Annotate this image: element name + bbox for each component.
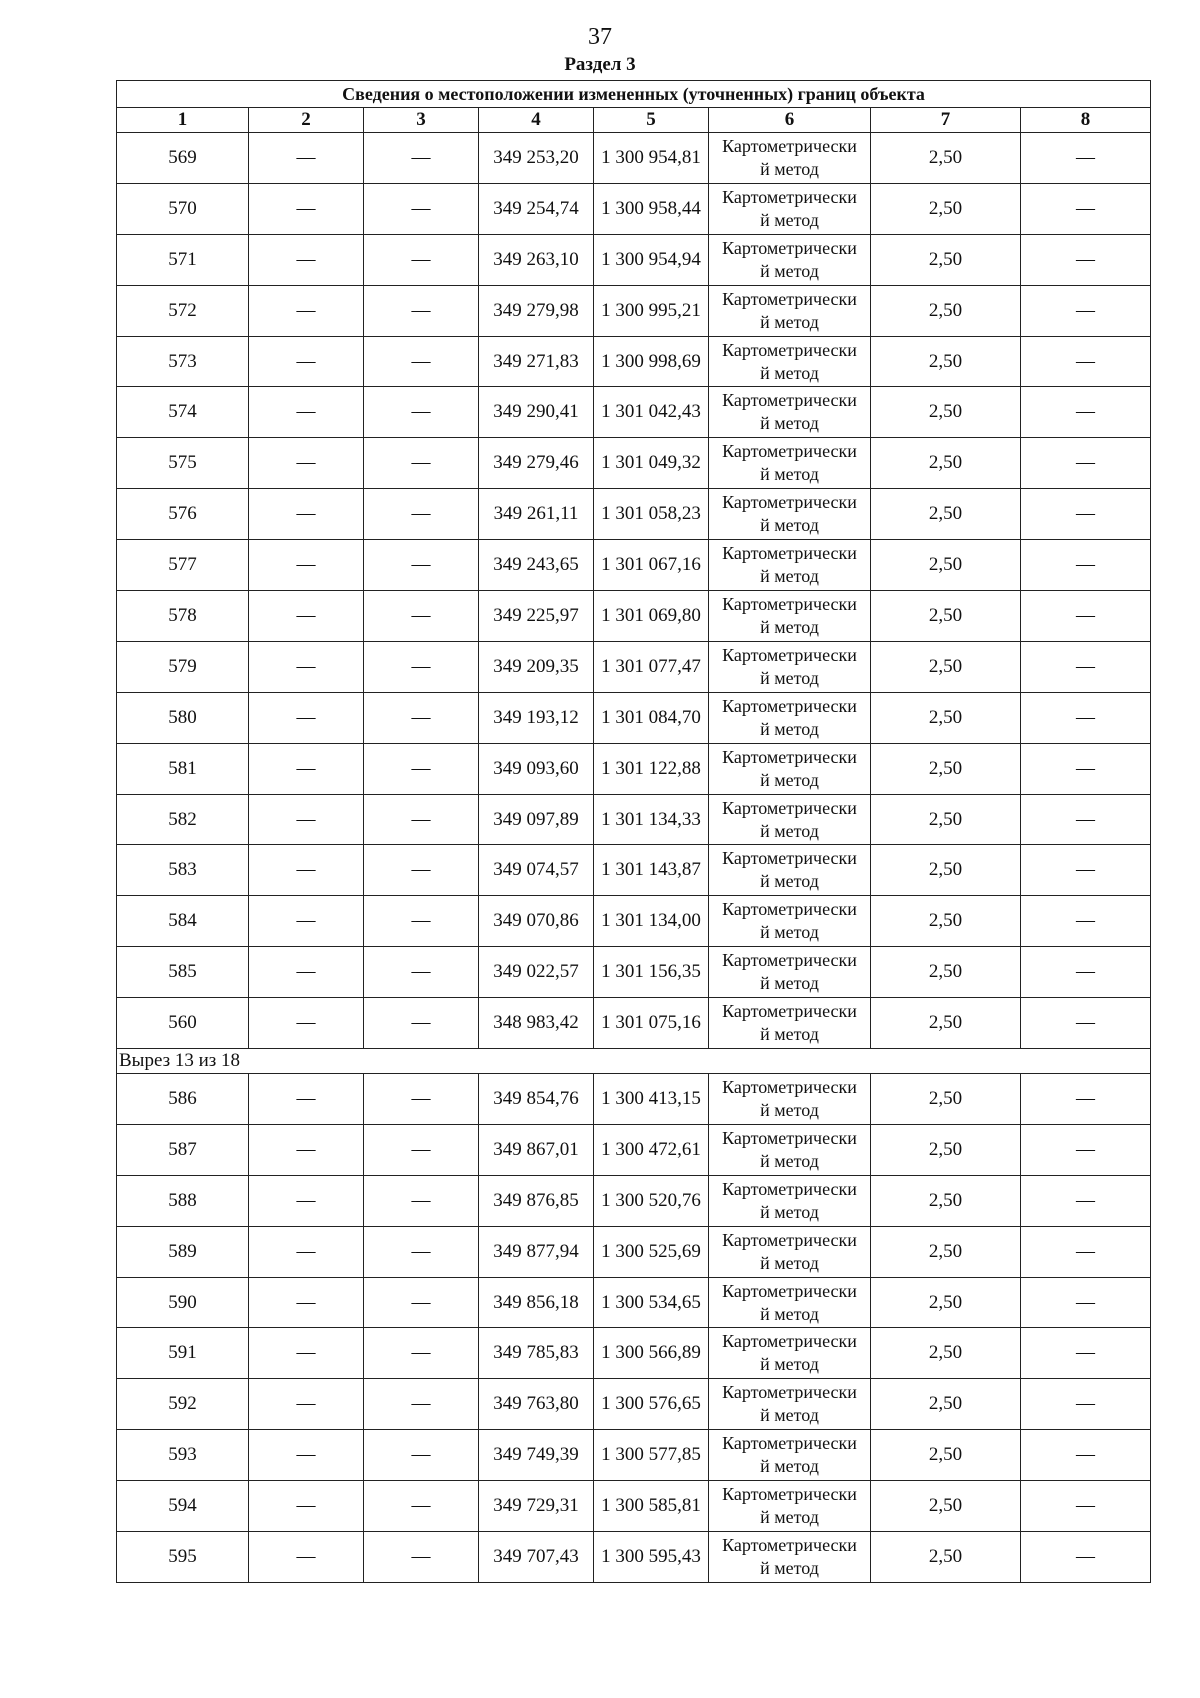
col3-cell: — (364, 133, 479, 184)
col3-cell: — (364, 896, 479, 947)
table-row (117, 1124, 1151, 1175)
accuracy-cell: 2,50 (871, 1379, 1021, 1430)
method-cell: Картометрически й метод (709, 692, 871, 743)
method-cell: Картометрически й метод (709, 336, 871, 387)
point-number-cell: 584 (117, 896, 249, 947)
col8-cell: — (1021, 183, 1151, 234)
table-row (117, 1175, 1151, 1226)
y-coordinate-cell: 1 301 077,47 (594, 641, 709, 692)
point-number-cell: 579 (117, 641, 249, 692)
col3-cell: — (364, 641, 479, 692)
y-coordinate-cell: 1 301 069,80 (594, 591, 709, 642)
point-number-cell: 574 (117, 387, 249, 438)
method-cell: Картометрически й метод (709, 845, 871, 896)
col2-cell: — (249, 489, 364, 540)
y-coordinate-cell: 1 300 413,15 (594, 1074, 709, 1125)
col2-cell: — (249, 1226, 364, 1277)
col3-cell: — (364, 1226, 479, 1277)
x-coordinate-cell: 349 254,74 (479, 183, 594, 234)
y-coordinate-cell: 1 301 042,43 (594, 387, 709, 438)
point-number-cell: 591 (117, 1328, 249, 1379)
y-coordinate-cell: 1 300 954,94 (594, 234, 709, 285)
accuracy-cell: 2,50 (871, 387, 1021, 438)
method-cell: Картометрически й метод (709, 1226, 871, 1277)
y-coordinate-cell: 1 300 595,43 (594, 1532, 709, 1583)
x-coordinate-cell: 349 876,85 (479, 1175, 594, 1226)
col8-cell: — (1021, 489, 1151, 540)
method-cell: Картометрически й метод (709, 896, 871, 947)
x-coordinate-cell: 349 225,97 (479, 591, 594, 642)
method-cell: Картометрически й метод (709, 183, 871, 234)
column-header: 4 (479, 108, 594, 133)
method-cell: Картометрически й метод (709, 591, 871, 642)
accuracy-cell: 2,50 (871, 234, 1021, 285)
col8-cell: — (1021, 1277, 1151, 1328)
method-cell: Картометрически й метод (709, 641, 871, 692)
col2-cell: — (249, 591, 364, 642)
col3-cell: — (364, 183, 479, 234)
point-number-cell: 573 (117, 336, 249, 387)
point-number-cell: 576 (117, 489, 249, 540)
table-row (117, 540, 1151, 591)
method-cell: Картометрически й метод (709, 1074, 871, 1125)
table-row (117, 285, 1151, 336)
col3-cell: — (364, 285, 479, 336)
col8-cell: — (1021, 591, 1151, 642)
table-row (117, 947, 1151, 998)
col3-cell: — (364, 387, 479, 438)
col2-cell: — (249, 896, 364, 947)
point-number-cell: 575 (117, 438, 249, 489)
table-row (117, 998, 1151, 1049)
col2-cell: — (249, 1532, 364, 1583)
column-header: 2 (249, 108, 364, 133)
col3-cell: — (364, 1481, 479, 1532)
col2-cell: — (249, 1124, 364, 1175)
y-coordinate-cell: 1 300 566,89 (594, 1328, 709, 1379)
accuracy-cell: 2,50 (871, 1124, 1021, 1175)
method-cell: Картометрически й метод (709, 387, 871, 438)
col8-cell: — (1021, 1481, 1151, 1532)
column-header: 8 (1021, 108, 1151, 133)
col3-cell: — (364, 845, 479, 896)
table-row (117, 1277, 1151, 1328)
y-coordinate-cell: 1 300 995,21 (594, 285, 709, 336)
col8-cell: — (1021, 1226, 1151, 1277)
column-header: 7 (871, 108, 1021, 133)
col8-cell: — (1021, 1175, 1151, 1226)
accuracy-cell: 2,50 (871, 641, 1021, 692)
table-row (117, 794, 1151, 845)
accuracy-cell: 2,50 (871, 1481, 1021, 1532)
col8-cell: — (1021, 896, 1151, 947)
method-cell: Картометрически й метод (709, 1328, 871, 1379)
col8-cell: — (1021, 234, 1151, 285)
col3-cell: — (364, 234, 479, 285)
col2-cell: — (249, 692, 364, 743)
point-number-cell: 569 (117, 133, 249, 184)
x-coordinate-cell: 349 070,86 (479, 896, 594, 947)
col3-cell: — (364, 591, 479, 642)
y-coordinate-cell: 1 301 075,16 (594, 998, 709, 1049)
col2-cell: — (249, 1277, 364, 1328)
y-coordinate-cell: 1 301 134,00 (594, 896, 709, 947)
x-coordinate-cell: 349 856,18 (479, 1277, 594, 1328)
col3-cell: — (364, 1430, 479, 1481)
accuracy-cell: 2,50 (871, 1226, 1021, 1277)
table-row (117, 1430, 1151, 1481)
point-number-cell: 595 (117, 1532, 249, 1583)
col8-cell: — (1021, 438, 1151, 489)
col3-cell: — (364, 947, 479, 998)
x-coordinate-cell: 349 209,35 (479, 641, 594, 692)
accuracy-cell: 2,50 (871, 743, 1021, 794)
y-coordinate-cell: 1 300 577,85 (594, 1430, 709, 1481)
y-coordinate-cell: 1 300 576,65 (594, 1379, 709, 1430)
method-cell: Картометрически й метод (709, 743, 871, 794)
accuracy-cell: 2,50 (871, 1175, 1021, 1226)
accuracy-cell: 2,50 (871, 133, 1021, 184)
table-row (117, 387, 1151, 438)
col3-cell: — (364, 438, 479, 489)
col3-cell: — (364, 1277, 479, 1328)
col2-cell: — (249, 794, 364, 845)
x-coordinate-cell: 349 290,41 (479, 387, 594, 438)
col8-cell: — (1021, 336, 1151, 387)
method-cell: Картометрически й метод (709, 947, 871, 998)
method-cell: Картометрически й метод (709, 285, 871, 336)
col3-cell: — (364, 998, 479, 1049)
col8-cell: — (1021, 1328, 1151, 1379)
y-coordinate-cell: 1 301 067,16 (594, 540, 709, 591)
point-number-cell: 578 (117, 591, 249, 642)
col2-cell: — (249, 387, 364, 438)
x-coordinate-cell: 349 097,89 (479, 794, 594, 845)
col2-cell: — (249, 540, 364, 591)
accuracy-cell: 2,50 (871, 285, 1021, 336)
table-title: Сведения о местоположении измененных (уточненных) границ объекта (117, 81, 1151, 108)
section-separator-row (117, 1049, 1151, 1074)
accuracy-cell: 2,50 (871, 183, 1021, 234)
y-coordinate-cell: 1 300 525,69 (594, 1226, 709, 1277)
col2-cell: — (249, 183, 364, 234)
method-cell: Картометрически й метод (709, 234, 871, 285)
table-row (117, 1532, 1151, 1583)
cutout-label: Вырез 13 из 18 (117, 1049, 1151, 1074)
col2-cell: — (249, 285, 364, 336)
accuracy-cell: 2,50 (871, 1277, 1021, 1328)
point-number-cell: 583 (117, 845, 249, 896)
col2-cell: — (249, 133, 364, 184)
col3-cell: — (364, 1328, 479, 1379)
table-row (117, 845, 1151, 896)
col8-cell: — (1021, 641, 1151, 692)
y-coordinate-cell: 1 300 585,81 (594, 1481, 709, 1532)
col8-cell: — (1021, 845, 1151, 896)
col8-cell: — (1021, 285, 1151, 336)
point-number-cell: 587 (117, 1124, 249, 1175)
accuracy-cell: 2,50 (871, 540, 1021, 591)
x-coordinate-cell: 349 022,57 (479, 947, 594, 998)
accuracy-cell: 2,50 (871, 692, 1021, 743)
col3-cell: — (364, 1532, 479, 1583)
point-number-cell: 592 (117, 1379, 249, 1430)
y-coordinate-cell: 1 301 058,23 (594, 489, 709, 540)
y-coordinate-cell: 1 300 472,61 (594, 1124, 709, 1175)
method-cell: Картометрически й метод (709, 1481, 871, 1532)
col3-cell: — (364, 1074, 479, 1125)
col2-cell: — (249, 1430, 364, 1481)
table-row (117, 591, 1151, 642)
x-coordinate-cell: 349 749,39 (479, 1430, 594, 1481)
y-coordinate-cell: 1 301 143,87 (594, 845, 709, 896)
col2-cell: — (249, 947, 364, 998)
col8-cell: — (1021, 692, 1151, 743)
table-row (117, 641, 1151, 692)
table-row (117, 133, 1151, 184)
table-row (117, 336, 1151, 387)
col8-cell: — (1021, 1379, 1151, 1430)
accuracy-cell: 2,50 (871, 896, 1021, 947)
method-cell: Картометрически й метод (709, 1277, 871, 1328)
y-coordinate-cell: 1 301 134,33 (594, 794, 709, 845)
y-coordinate-cell: 1 301 049,32 (594, 438, 709, 489)
accuracy-cell: 2,50 (871, 591, 1021, 642)
y-coordinate-cell: 1 301 156,35 (594, 947, 709, 998)
method-cell: Картометрически й метод (709, 794, 871, 845)
method-cell: Картометрически й метод (709, 540, 871, 591)
table-row (117, 1379, 1151, 1430)
y-coordinate-cell: 1 301 122,88 (594, 743, 709, 794)
column-header: 6 (709, 108, 871, 133)
x-coordinate-cell: 349 279,46 (479, 438, 594, 489)
point-number-cell: 582 (117, 794, 249, 845)
col8-cell: — (1021, 1124, 1151, 1175)
col2-cell: — (249, 1481, 364, 1532)
col2-cell: — (249, 743, 364, 794)
col2-cell: — (249, 845, 364, 896)
col8-cell: — (1021, 133, 1151, 184)
col8-cell: — (1021, 1532, 1151, 1583)
method-cell: Картометрически й метод (709, 133, 871, 184)
accuracy-cell: 2,50 (871, 1074, 1021, 1125)
column-header: 5 (594, 108, 709, 133)
y-coordinate-cell: 1 300 954,81 (594, 133, 709, 184)
x-coordinate-cell: 349 074,57 (479, 845, 594, 896)
col2-cell: — (249, 641, 364, 692)
point-number-cell: 588 (117, 1175, 249, 1226)
col8-cell: — (1021, 794, 1151, 845)
accuracy-cell: 2,50 (871, 1532, 1021, 1583)
x-coordinate-cell: 349 785,83 (479, 1328, 594, 1379)
col2-cell: — (249, 1074, 364, 1125)
point-number-cell: 572 (117, 285, 249, 336)
point-number-cell: 585 (117, 947, 249, 998)
x-coordinate-cell: 349 729,31 (479, 1481, 594, 1532)
x-coordinate-cell: 349 253,20 (479, 133, 594, 184)
table-row (117, 1226, 1151, 1277)
table-row (117, 896, 1151, 947)
col2-cell: — (249, 1379, 364, 1430)
col8-cell: — (1021, 947, 1151, 998)
table-row (117, 438, 1151, 489)
col3-cell: — (364, 794, 479, 845)
method-cell: Картометрически й метод (709, 1175, 871, 1226)
col8-cell: — (1021, 1074, 1151, 1125)
col3-cell: — (364, 1175, 479, 1226)
point-number-cell: 589 (117, 1226, 249, 1277)
point-number-cell: 560 (117, 998, 249, 1049)
col8-cell: — (1021, 540, 1151, 591)
table-row (117, 1481, 1151, 1532)
x-coordinate-cell: 349 271,83 (479, 336, 594, 387)
y-coordinate-cell: 1 301 084,70 (594, 692, 709, 743)
accuracy-cell: 2,50 (871, 336, 1021, 387)
point-number-cell: 586 (117, 1074, 249, 1125)
method-cell: Картометрически й метод (709, 1379, 871, 1430)
accuracy-cell: 2,50 (871, 794, 1021, 845)
method-cell: Картометрически й метод (709, 438, 871, 489)
x-coordinate-cell: 348 983,42 (479, 998, 594, 1049)
col3-cell: — (364, 540, 479, 591)
point-number-cell: 577 (117, 540, 249, 591)
col3-cell: — (364, 743, 479, 794)
col3-cell: — (364, 336, 479, 387)
col3-cell: — (364, 1379, 479, 1430)
method-cell: Картометрически й метод (709, 998, 871, 1049)
accuracy-cell: 2,50 (871, 438, 1021, 489)
col8-cell: — (1021, 998, 1151, 1049)
table-header-row (117, 108, 1151, 133)
accuracy-cell: 2,50 (871, 1328, 1021, 1379)
col2-cell: — (249, 1175, 364, 1226)
table-row (117, 183, 1151, 234)
table-row (117, 1328, 1151, 1379)
table-row (117, 692, 1151, 743)
point-number-cell: 580 (117, 692, 249, 743)
x-coordinate-cell: 349 093,60 (479, 743, 594, 794)
x-coordinate-cell: 349 279,98 (479, 285, 594, 336)
accuracy-cell: 2,50 (871, 1430, 1021, 1481)
point-number-cell: 594 (117, 1481, 249, 1532)
x-coordinate-cell: 349 261,11 (479, 489, 594, 540)
table-row (117, 489, 1151, 540)
y-coordinate-cell: 1 300 958,44 (594, 183, 709, 234)
accuracy-cell: 2,50 (871, 947, 1021, 998)
y-coordinate-cell: 1 300 520,76 (594, 1175, 709, 1226)
y-coordinate-cell: 1 300 998,69 (594, 336, 709, 387)
table-row (117, 234, 1151, 285)
table-title-row (117, 81, 1151, 108)
section-title: Раздел 3 (564, 54, 636, 75)
y-coordinate-cell: 1 300 534,65 (594, 1277, 709, 1328)
x-coordinate-cell: 349 763,80 (479, 1379, 594, 1430)
column-header: 3 (364, 108, 479, 133)
point-number-cell: 570 (117, 183, 249, 234)
col2-cell: — (249, 1328, 364, 1379)
x-coordinate-cell: 349 867,01 (479, 1124, 594, 1175)
method-cell: Картометрически й метод (709, 489, 871, 540)
x-coordinate-cell: 349 854,76 (479, 1074, 594, 1125)
col3-cell: — (364, 692, 479, 743)
col2-cell: — (249, 998, 364, 1049)
col2-cell: — (249, 234, 364, 285)
boundary-coordinates-table (116, 80, 1151, 1583)
x-coordinate-cell: 349 193,12 (479, 692, 594, 743)
col2-cell: — (249, 336, 364, 387)
col8-cell: — (1021, 743, 1151, 794)
col8-cell: — (1021, 387, 1151, 438)
x-coordinate-cell: 349 263,10 (479, 234, 594, 285)
col2-cell: — (249, 438, 364, 489)
point-number-cell: 581 (117, 743, 249, 794)
x-coordinate-cell: 349 243,65 (479, 540, 594, 591)
col3-cell: — (364, 1124, 479, 1175)
x-coordinate-cell: 349 707,43 (479, 1532, 594, 1583)
page-number: 37 (588, 24, 612, 50)
x-coordinate-cell: 349 877,94 (479, 1226, 594, 1277)
accuracy-cell: 2,50 (871, 489, 1021, 540)
point-number-cell: 571 (117, 234, 249, 285)
table-row (117, 743, 1151, 794)
accuracy-cell: 2,50 (871, 998, 1021, 1049)
method-cell: Картометрически й метод (709, 1532, 871, 1583)
col3-cell: — (364, 489, 479, 540)
col8-cell: — (1021, 1430, 1151, 1481)
method-cell: Картометрически й метод (709, 1124, 871, 1175)
method-cell: Картометрически й метод (709, 1430, 871, 1481)
table-row (117, 1074, 1151, 1125)
accuracy-cell: 2,50 (871, 845, 1021, 896)
point-number-cell: 593 (117, 1430, 249, 1481)
column-header: 1 (117, 108, 249, 133)
point-number-cell: 590 (117, 1277, 249, 1328)
